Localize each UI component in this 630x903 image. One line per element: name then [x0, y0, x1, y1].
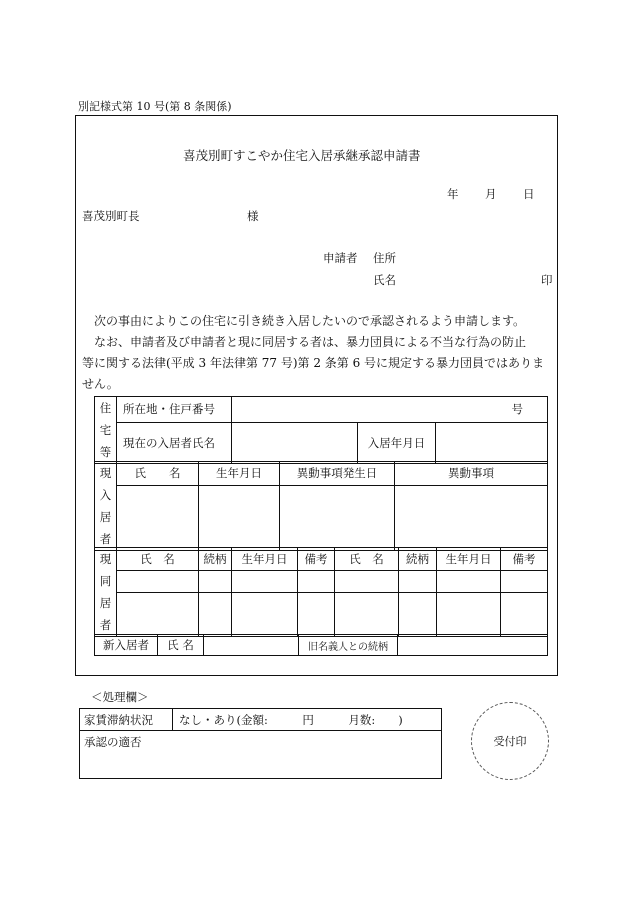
- cohab-field[interactable]: [298, 593, 335, 637]
- cohab-field[interactable]: [399, 570, 437, 593]
- seal-mark: 印: [541, 273, 553, 287]
- cohab-field[interactable]: [298, 570, 335, 593]
- cohab-field[interactable]: [232, 570, 298, 593]
- processing-table: [79, 708, 442, 779]
- header-name: 氏 名: [117, 462, 199, 486]
- name-label: 氏名: [373, 273, 396, 287]
- new-resident-table: [94, 634, 548, 656]
- body-line-4: せん。: [82, 377, 119, 391]
- current-resident-table: [94, 461, 548, 551]
- relation-label: 旧名義人との続柄: [299, 635, 398, 656]
- resident-name-field[interactable]: [117, 485, 199, 550]
- new-resident-name-label: 氏 名: [158, 635, 204, 656]
- number-suffix: 号: [511, 402, 524, 417]
- cohab-field[interactable]: [335, 570, 399, 593]
- cohab-field[interactable]: [335, 593, 399, 637]
- cohabitants-table: [94, 547, 548, 637]
- header-birthdate: 生年月日: [199, 462, 280, 486]
- current-resident-section-label: 現 入 居 者: [95, 462, 117, 551]
- cohab-field[interactable]: [399, 593, 437, 637]
- cohab-header-name-2: 氏 名: [335, 548, 399, 571]
- approval-label: 承認の適否: [84, 735, 142, 749]
- header-change-date: 異動事項発生日: [280, 462, 395, 486]
- cohab-field[interactable]: [117, 593, 199, 637]
- cohab-header-birthdate-2: 生年月日: [437, 548, 501, 571]
- cohab-field[interactable]: [501, 570, 548, 593]
- reception-stamp-label: 受付印: [493, 735, 527, 748]
- cohab-field[interactable]: [117, 570, 199, 593]
- address-label: 住所: [373, 251, 396, 265]
- housing-address-field[interactable]: [232, 397, 548, 423]
- move-in-date-field[interactable]: [436, 422, 548, 463]
- date-year-label: 年: [447, 187, 459, 201]
- address-number-label: 所在地・住戸番号: [117, 397, 232, 423]
- form-title: 喜茂別町すこやか住宅入居承継承認申請書: [183, 148, 421, 163]
- body-line-1: 次の事由によりこの住宅に引き続き入居したいので承認されるよう申請します。: [94, 314, 526, 328]
- rent-status-value[interactable]: なし・あり(金額: 円 月数: ): [173, 709, 442, 731]
- recipient-name: 喜茂別町長: [82, 209, 140, 223]
- relation-field[interactable]: [398, 635, 548, 656]
- move-in-date-label: 入居年月日: [358, 422, 436, 463]
- new-resident-label: 新入居者: [95, 635, 158, 656]
- header-change-item: 異動事項: [395, 462, 548, 486]
- housing-section-label: 住 宅 等: [95, 397, 117, 464]
- date-month-label: 月: [485, 187, 497, 201]
- current-resident-name-field[interactable]: [232, 422, 358, 463]
- current-resident-name-label: 現在の入居者氏名: [117, 422, 232, 463]
- approval-field[interactable]: [80, 731, 442, 779]
- body-line-2: なお、申請者及び申請者と現に同居する者は、暴力団員による不当な行為の防止: [94, 335, 527, 349]
- housing-table: [94, 396, 548, 464]
- cohab-field[interactable]: [437, 570, 501, 593]
- resident-change-date-field[interactable]: [280, 485, 395, 550]
- cohab-header-name-1: 氏 名: [117, 548, 199, 571]
- form-number: 別記様式第 10 号(第 8 条関係): [78, 100, 232, 113]
- resident-birthdate-field[interactable]: [199, 485, 280, 550]
- cohab-header-relation-2: 続柄: [399, 548, 437, 571]
- processing-title: ＜処理欄＞: [91, 690, 149, 704]
- applicant-label: 申請者: [323, 251, 358, 265]
- date-day-label: 日: [523, 187, 535, 201]
- cohab-field[interactable]: [232, 593, 298, 637]
- body-line-3: 等に関する法律(平成 3 年法律第 77 号)第 2 条第 6 号に規定する暴力団員ではありま: [82, 356, 545, 370]
- resident-change-item-field[interactable]: [395, 485, 548, 550]
- cohabitants-section-label: 現 同 居 者: [95, 548, 117, 637]
- cohab-header-relation-1: 続柄: [199, 548, 232, 571]
- recipient-honorific: 様: [247, 209, 259, 223]
- new-resident-name-field[interactable]: [204, 635, 299, 656]
- cohab-field[interactable]: [199, 593, 232, 637]
- cohab-header-remarks-1: 備考: [298, 548, 335, 571]
- cohab-field[interactable]: [199, 570, 232, 593]
- cohab-header-birthdate-1: 生年月日: [232, 548, 298, 571]
- reception-stamp-circle: [471, 702, 549, 780]
- cohab-header-remarks-2: 備考: [501, 548, 548, 571]
- rent-status-label: 家賃滞納状況: [80, 709, 173, 731]
- cohab-field[interactable]: [437, 593, 501, 637]
- cohab-field[interactable]: [501, 593, 548, 637]
